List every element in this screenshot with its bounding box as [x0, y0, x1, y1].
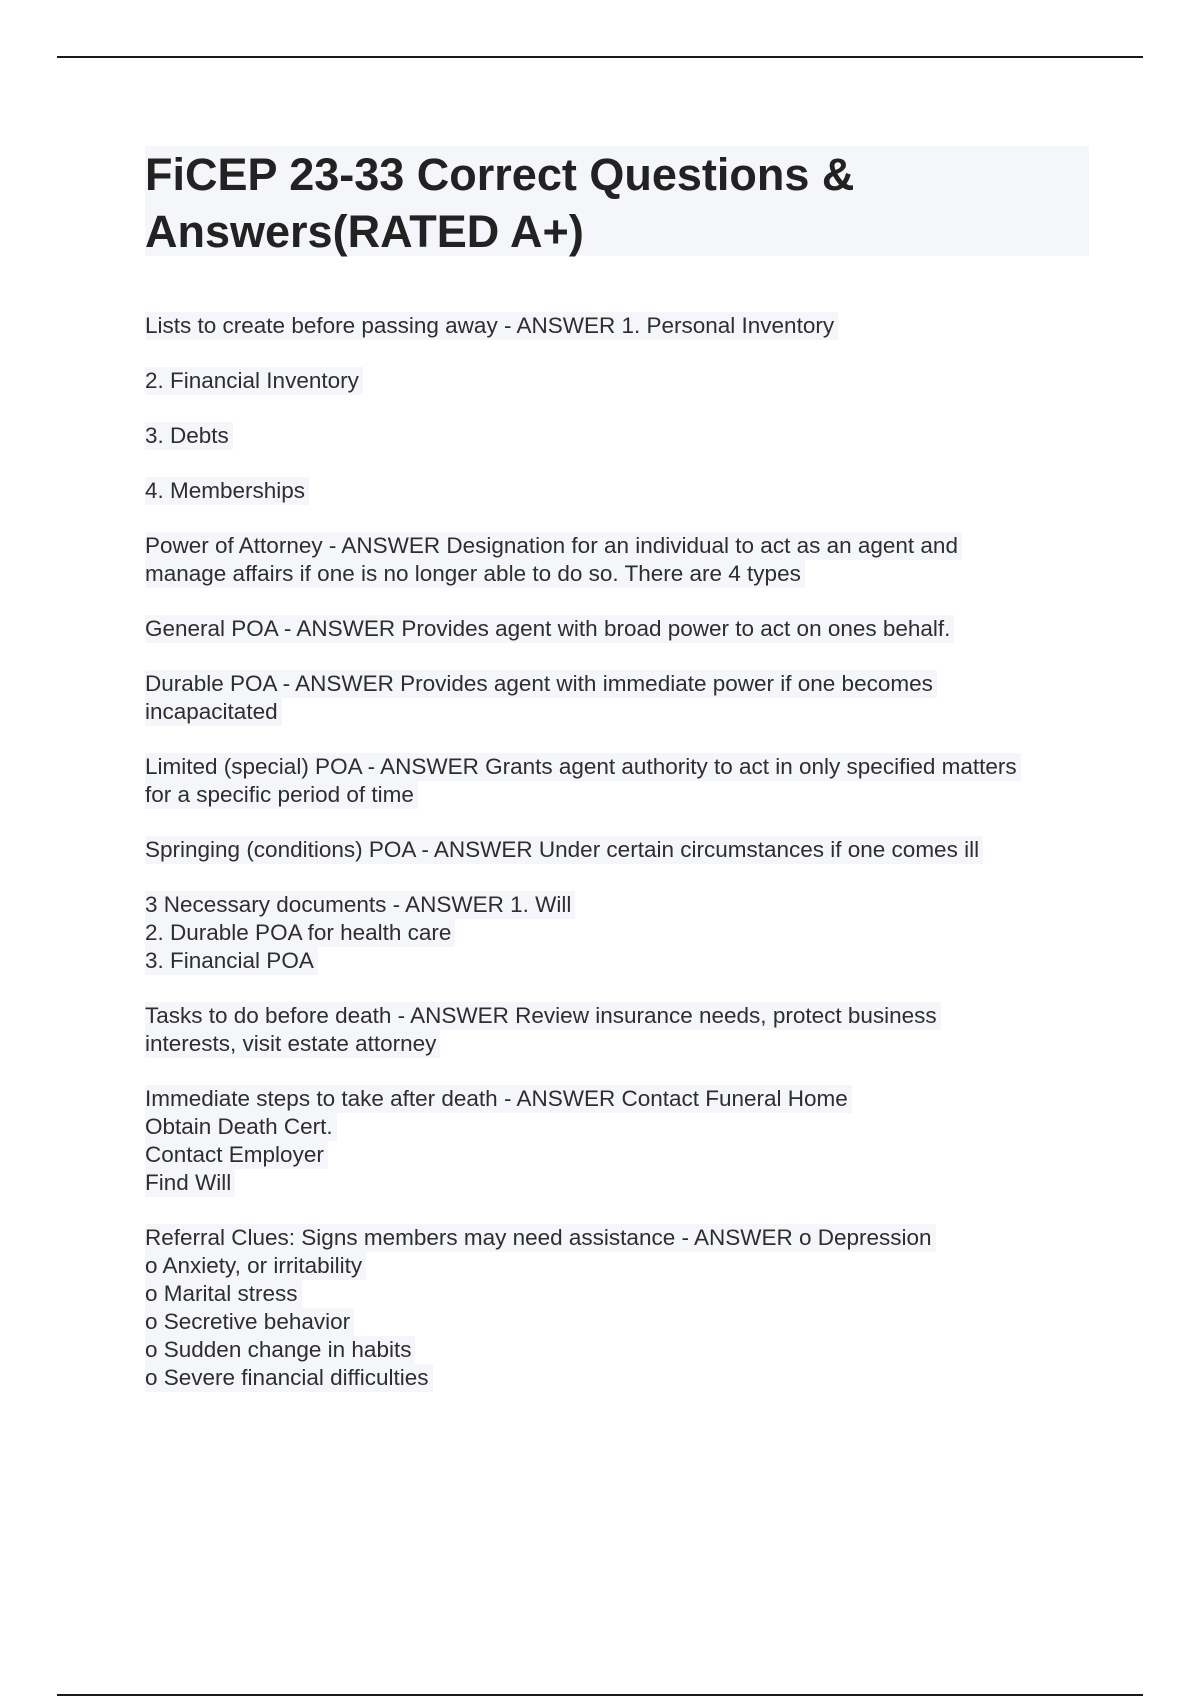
- qa-entry: [145, 367, 1095, 395]
- qa-entry: [145, 1002, 1095, 1058]
- qa-text-line: o Sudden change in habits: [145, 1336, 415, 1364]
- qa-text-line: Immediate steps to take after death - ANSWER Contact Funeral Home: [145, 1085, 852, 1113]
- qa-entry: [145, 670, 1095, 726]
- qa-entry: [145, 836, 1095, 864]
- qa-text-line: for a specific period of time: [145, 781, 418, 809]
- qa-entry: [145, 1085, 1095, 1197]
- qa-text-line: 3. Financial POA: [145, 947, 318, 975]
- qa-text-line: Springing (conditions) POA - ANSWER Under certain circumstances if one comes ill: [145, 836, 983, 864]
- qa-entry: [145, 477, 1095, 505]
- qa-list: [145, 312, 1095, 1419]
- qa-entry: [145, 1224, 1095, 1392]
- qa-text-line: o Marital stress: [145, 1280, 302, 1308]
- qa-text-line: o Secretive behavior: [145, 1308, 354, 1336]
- qa-text-line: Obtain Death Cert.: [145, 1113, 337, 1141]
- qa-entry: [145, 615, 1095, 643]
- qa-text-line: o Severe financial difficulties: [145, 1364, 433, 1392]
- qa-text-line: General POA - ANSWER Provides agent with broad power to act on ones behalf.: [145, 615, 954, 643]
- qa-entry: [145, 422, 1095, 450]
- qa-entry: [145, 891, 1095, 975]
- qa-text-line: interests, visit estate attorney: [145, 1030, 440, 1058]
- qa-text-line: Tasks to do before death - ANSWER Review insurance needs, protect business: [145, 1002, 941, 1030]
- document-title: [145, 146, 965, 260]
- top-divider: [57, 56, 1143, 58]
- qa-entry: [145, 532, 1095, 588]
- qa-text-line: Referral Clues: Signs members may need assistance - ANSWER o Depression: [145, 1224, 936, 1252]
- qa-entry: [145, 312, 1095, 340]
- qa-text-line: Find Will: [145, 1169, 235, 1197]
- title-line-1: FiCEP 23-33 Correct Questions &: [145, 149, 855, 200]
- qa-text-line: incapacitated: [145, 698, 282, 726]
- qa-text-line: 2. Durable POA for health care: [145, 919, 455, 947]
- qa-text-line: Contact Employer: [145, 1141, 328, 1169]
- qa-text-line: manage affairs if one is no longer able to do so. There are 4 types: [145, 560, 805, 588]
- qa-text-line: 2. Financial Inventory: [145, 367, 363, 395]
- qa-text-line: 4. Memberships: [145, 477, 309, 505]
- qa-text-line: 3 Necessary documents - ANSWER 1. Will: [145, 891, 575, 919]
- qa-text-line: Durable POA - ANSWER Provides agent with immediate power if one becomes: [145, 670, 937, 698]
- qa-entry: [145, 753, 1095, 809]
- title-line-2: Answers(RATED A+): [145, 206, 584, 257]
- qa-text-line: 3. Debts: [145, 422, 233, 450]
- bottom-divider: [57, 1694, 1143, 1696]
- qa-text-line: Lists to create before passing away - ANSWER 1. Personal Inventory: [145, 312, 838, 340]
- qa-text-line: o Anxiety, or irritability: [145, 1252, 366, 1280]
- qa-text-line: Limited (special) POA - ANSWER Grants agent authority to act in only specified matters: [145, 753, 1021, 781]
- qa-text-line: Power of Attorney - ANSWER Designation for an individual to act as an agent and: [145, 532, 962, 560]
